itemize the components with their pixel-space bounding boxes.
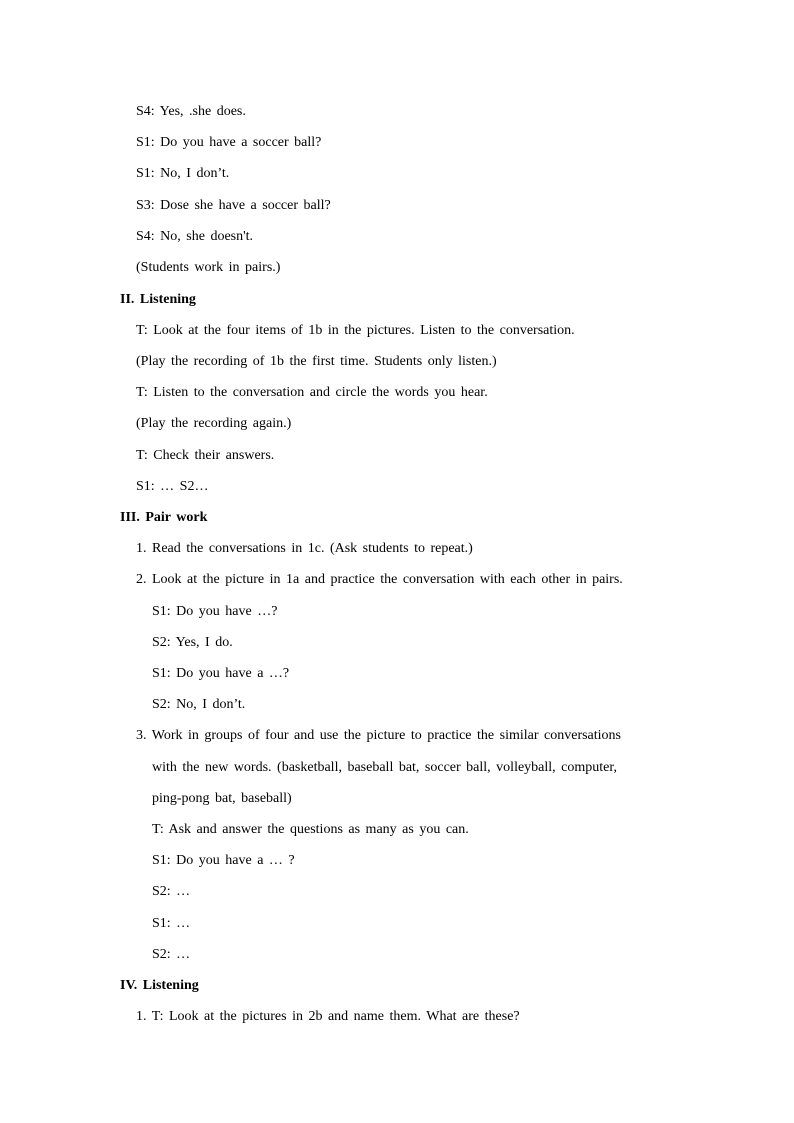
text-line: ping-pong bat, baseball) [152, 791, 292, 806]
text-line: with the new words. (basketball, baseball bat, soccer ball, volleyball, computer, [152, 760, 617, 775]
numbered-item: 3. Work in groups of four and use the picture to practice the similar conversations [136, 728, 621, 743]
dialogue-line: S4: Yes, .she does. [136, 104, 246, 119]
text-line: S1: … S2… [136, 479, 209, 494]
text-line: T: Check their answers. [136, 448, 275, 463]
text-line: T: Ask and answer the questions as many as you can. [152, 822, 469, 837]
text-line: T: Listen to the conversation and circle the words you hear. [136, 385, 488, 400]
instruction-line: (Students work in pairs.) [136, 260, 281, 275]
dialogue-line: S2: … [152, 884, 191, 899]
dialogue-line: S1: Do you have …? [152, 604, 278, 619]
dialogue-line: S4: No, she doesn't. [136, 229, 254, 244]
section-heading-pair-work: III. Pair work [120, 510, 208, 525]
dialogue-line: S1: Do you have a soccer ball? [136, 135, 322, 150]
dialogue-line: S1: … [152, 916, 191, 931]
dialogue-line: S2: … [152, 947, 191, 962]
section-heading-listening: II. Listening [120, 292, 196, 307]
dialogue-line: S2: No, I don’t. [152, 697, 246, 712]
numbered-item: 2. Look at the picture in 1a and practice the conversation with each other in pairs. [136, 572, 623, 587]
dialogue-line: S2: Yes, I do. [152, 635, 233, 650]
numbered-item: 1. T: Look at the pictures in 2b and name them. What are these? [136, 1009, 520, 1024]
text-line: (Play the recording of 1b the first time. Students only listen.) [136, 354, 497, 369]
numbered-item: 1. Read the conversations in 1c. (Ask students to repeat.) [136, 541, 473, 556]
section-heading-listening-2: IV. Listening [120, 978, 199, 993]
text-line: (Play the recording again.) [136, 416, 292, 431]
dialogue-line: S1: No, I don’t. [136, 166, 230, 181]
dialogue-line: S1: Do you have a … ? [152, 853, 295, 868]
dialogue-line: S1: Do you have a …? [152, 666, 290, 681]
text-line: T: Look at the four items of 1b in the pictures. Listen to the conversation. [136, 323, 575, 338]
dialogue-line: S3: Dose she have a soccer ball? [136, 198, 331, 213]
